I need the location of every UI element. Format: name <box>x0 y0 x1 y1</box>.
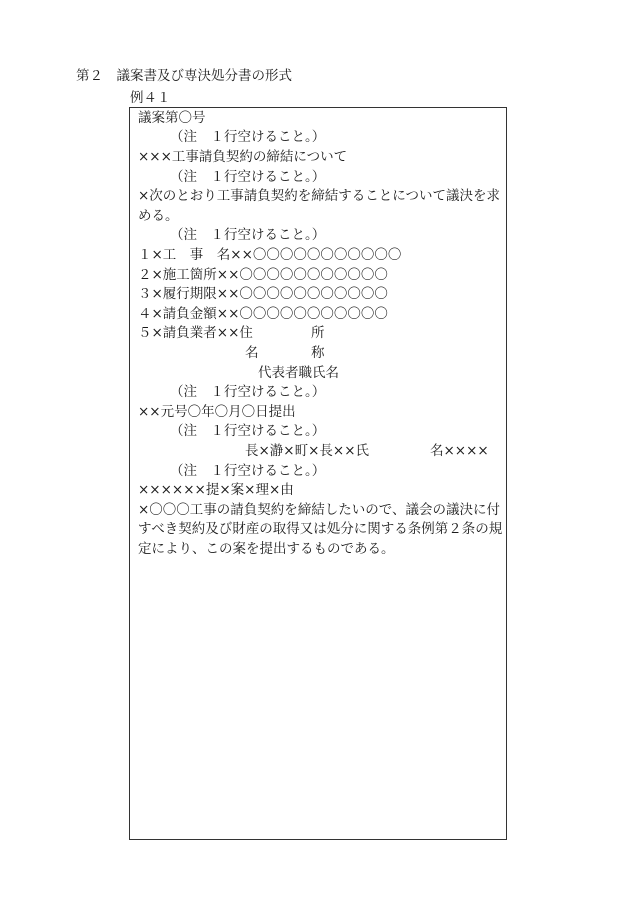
note-line: （注 １行空けること。） <box>170 463 326 479</box>
request-text-line: める。 <box>138 208 179 224</box>
form-box <box>129 107 507 840</box>
note-line: （注 １行空けること。） <box>170 384 326 400</box>
reason-text-line: 定により、この案を提出するものである。 <box>138 541 395 557</box>
representative-label: 代表者職氏名 <box>258 365 339 381</box>
mayor-name: 名×××× <box>430 443 489 459</box>
item-construction-name: １×工 事 名××〇〇〇〇〇〇〇〇〇〇〇 <box>138 247 402 263</box>
reason-title: ××××××提×案×理×由 <box>138 482 294 498</box>
item-contract-amount: ４×請負金額××〇〇〇〇〇〇〇〇〇〇〇 <box>138 306 388 322</box>
bill-number: 議案第〇号 <box>138 110 206 126</box>
note-line: （注 １行空けること。） <box>170 423 326 439</box>
submission-date: ××元号〇年〇月〇日提出 <box>138 404 296 420</box>
name-label-suffix: 称 <box>311 345 325 361</box>
note-line: （注 １行空けること。） <box>170 169 326 185</box>
address-label-suffix: 所 <box>311 325 325 341</box>
name-label-prefix: 名 <box>245 345 259 361</box>
reason-text-line: ×〇〇〇工事の請負契約を締結したいので、議会の議決に付 <box>138 502 501 518</box>
example-label: 例４１ <box>130 90 171 106</box>
reason-text-line: すべき契約及び財産の取得又は処分に関する条例第２条の規 <box>138 521 503 537</box>
request-text-line: ×次のとおり工事請負契約を締結することについて議決を求 <box>138 188 501 204</box>
item-performance-period: ３×履行期限××〇〇〇〇〇〇〇〇〇〇〇 <box>138 286 388 302</box>
item-construction-site: ２×施工箇所××〇〇〇〇〇〇〇〇〇〇〇 <box>138 267 388 283</box>
mayor-title: 長×瀞×町×長××氏 <box>245 443 370 459</box>
note-line: （注 １行空けること。） <box>170 227 326 243</box>
item-contractor-address-label: ５×請負業者××住 <box>138 325 253 341</box>
note-line: （注 １行空けること。） <box>170 129 326 145</box>
bill-subject: ×××工事請負契約の締結について <box>138 149 348 165</box>
section-heading: 第２ 議案書及び専決処分書の形式 <box>76 68 292 84</box>
